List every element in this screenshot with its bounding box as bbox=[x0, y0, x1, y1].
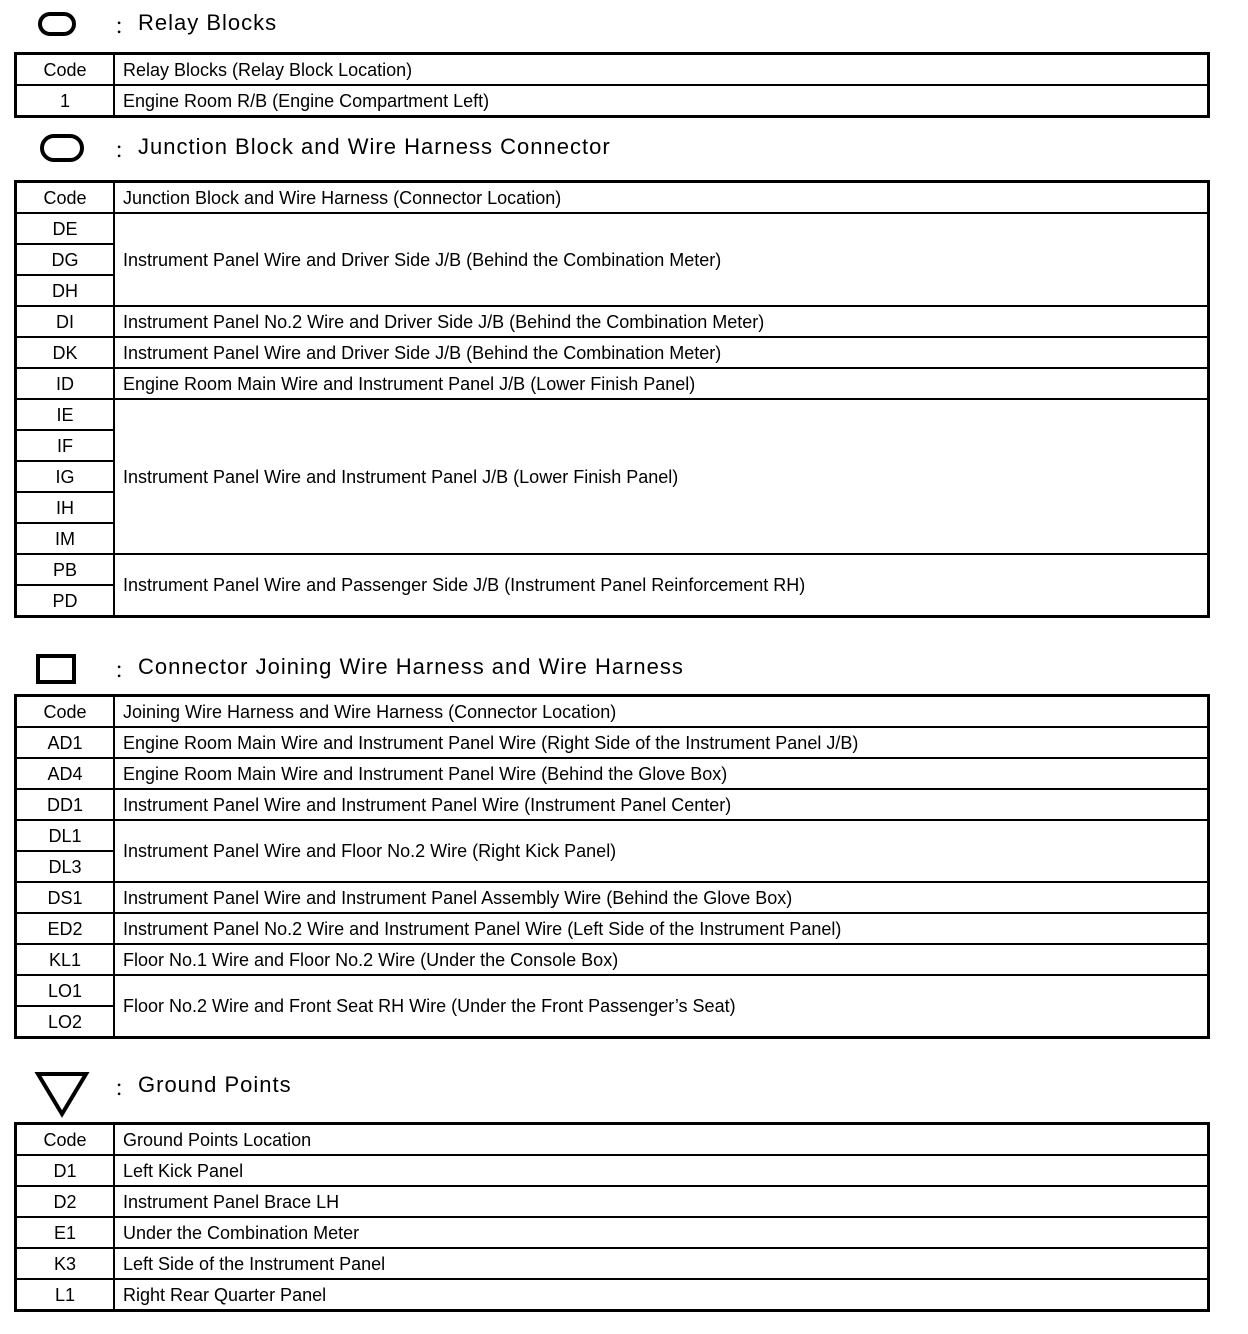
code-cell: AD4 bbox=[16, 758, 115, 789]
code-cell: K3 bbox=[16, 1248, 115, 1279]
table-row bbox=[16, 1217, 1209, 1248]
code-cell: IF bbox=[16, 430, 115, 461]
code-cell: E1 bbox=[16, 1217, 115, 1248]
code-cell: ED2 bbox=[16, 913, 115, 944]
table-row bbox=[16, 1155, 1209, 1186]
code-cell: DL1 bbox=[16, 820, 115, 851]
table-row bbox=[16, 306, 1209, 337]
code-cell: L1 bbox=[16, 1279, 115, 1311]
header-description-cell: Junction Block and Wire Harness (Connector Location) bbox=[114, 182, 1209, 214]
table-row bbox=[16, 913, 1209, 944]
ground-triangle-icon bbox=[34, 1070, 90, 1118]
code-cell: PD bbox=[16, 585, 115, 617]
location-cell: Instrument Panel No.2 Wire and Driver Side J/B (Behind the Combination Meter) bbox=[114, 306, 1209, 337]
code-cell: DL3 bbox=[16, 851, 115, 882]
code-cell: LO1 bbox=[16, 975, 115, 1006]
ground-points-heading bbox=[14, 1066, 1212, 1106]
table-row bbox=[16, 1186, 1209, 1217]
table-row bbox=[16, 368, 1209, 399]
header-code-cell: Code bbox=[16, 696, 115, 728]
code-cell: IE bbox=[16, 399, 115, 430]
code-cell: KL1 bbox=[16, 944, 115, 975]
table-row bbox=[16, 758, 1209, 789]
header-description-cell: Ground Points Location bbox=[114, 1124, 1209, 1156]
code-cell: IG bbox=[16, 461, 115, 492]
junction-block-symbol-icon bbox=[40, 134, 84, 162]
table-header-row bbox=[16, 696, 1209, 728]
junction-block-title: Junction Block and Wire Harness Connector bbox=[138, 134, 611, 159]
table-row bbox=[16, 789, 1209, 820]
table-row bbox=[16, 1279, 1209, 1311]
heading-colon: ： bbox=[114, 14, 137, 39]
junction-block-table bbox=[14, 180, 1210, 618]
table-row bbox=[16, 213, 1209, 244]
code-cell: LO2 bbox=[16, 1006, 115, 1038]
location-cell: Instrument Panel Wire and Floor No.2 Wire (Right Kick Panel) bbox=[114, 820, 1209, 882]
table-row bbox=[16, 727, 1209, 758]
header-description-cell: Joining Wire Harness and Wire Harness (Connector Location) bbox=[114, 696, 1209, 728]
code-cell: DH bbox=[16, 275, 115, 306]
code-cell: PB bbox=[16, 554, 115, 585]
connector-title: Connector Joining Wire Harness and Wire Harness bbox=[138, 654, 684, 679]
table-row bbox=[16, 554, 1209, 585]
heading-colon: ： bbox=[114, 138, 137, 163]
location-cell: Floor No.1 Wire and Floor No.2 Wire (Under the Console Box) bbox=[114, 944, 1209, 975]
header-code-cell: Code bbox=[16, 1124, 115, 1156]
table-row bbox=[16, 882, 1209, 913]
location-cell: Under the Combination Meter bbox=[114, 1217, 1209, 1248]
code-cell: 1 bbox=[16, 85, 115, 117]
header-code-cell: Code bbox=[16, 54, 115, 86]
header-code-cell: Code bbox=[16, 182, 115, 214]
ground-points-table bbox=[14, 1122, 1210, 1312]
relay-blocks-title: Relay Blocks bbox=[138, 10, 278, 35]
table-row bbox=[16, 85, 1209, 117]
connector-heading bbox=[14, 648, 1212, 688]
code-cell: D2 bbox=[16, 1186, 115, 1217]
code-cell: IM bbox=[16, 523, 115, 554]
connector-table bbox=[14, 694, 1210, 1039]
table-header-row bbox=[16, 54, 1209, 86]
location-cell: Left Side of the Instrument Panel bbox=[114, 1248, 1209, 1279]
code-cell: DG bbox=[16, 244, 115, 275]
code-cell: ID bbox=[16, 368, 115, 399]
table-row bbox=[16, 944, 1209, 975]
relay-blocks-heading bbox=[14, 4, 1212, 44]
location-cell: Engine Room Main Wire and Instrument Panel J/B (Lower Finish Panel) bbox=[114, 368, 1209, 399]
location-cell: Instrument Panel Wire and Passenger Side J/B (Instrument Panel Reinforcement RH) bbox=[114, 554, 1209, 617]
location-cell: Instrument Panel Wire and Instrument Panel J/B (Lower Finish Panel) bbox=[114, 399, 1209, 554]
junction-block-heading bbox=[14, 128, 1212, 168]
code-cell: DI bbox=[16, 306, 115, 337]
location-cell: Engine Room Main Wire and Instrument Panel Wire (Right Side of the Instrument Panel J/B) bbox=[114, 727, 1209, 758]
code-cell: DK bbox=[16, 337, 115, 368]
location-cell: Instrument Panel Wire and Instrument Panel Wire (Instrument Panel Center) bbox=[114, 789, 1209, 820]
location-cell: Engine Room Main Wire and Instrument Panel Wire (Behind the Glove Box) bbox=[114, 758, 1209, 789]
heading-colon: ： bbox=[114, 1076, 137, 1101]
relay-block-symbol-icon bbox=[38, 12, 76, 36]
table-row bbox=[16, 337, 1209, 368]
location-cell: Instrument Panel Wire and Driver Side J/B (Behind the Combination Meter) bbox=[114, 337, 1209, 368]
location-cell: Floor No.2 Wire and Front Seat RH Wire (Under the Front Passenger’s Seat) bbox=[114, 975, 1209, 1038]
location-cell: Right Rear Quarter Panel bbox=[114, 1279, 1209, 1311]
relay-blocks-table bbox=[14, 52, 1210, 118]
table-header-row bbox=[16, 182, 1209, 214]
connector-symbol-icon bbox=[36, 654, 76, 684]
code-cell: D1 bbox=[16, 1155, 115, 1186]
code-cell: IH bbox=[16, 492, 115, 523]
table-row bbox=[16, 820, 1209, 851]
code-cell: DE bbox=[16, 213, 115, 244]
heading-colon: ： bbox=[114, 658, 137, 683]
table-row bbox=[16, 1248, 1209, 1279]
location-cell: Left Kick Panel bbox=[114, 1155, 1209, 1186]
location-cell: Instrument Panel Wire and Instrument Panel Assembly Wire (Behind the Glove Box) bbox=[114, 882, 1209, 913]
code-cell: DD1 bbox=[16, 789, 115, 820]
header-description-cell: Relay Blocks (Relay Block Location) bbox=[114, 54, 1209, 86]
table-row bbox=[16, 399, 1209, 430]
location-cell: Instrument Panel Wire and Driver Side J/B (Behind the Combination Meter) bbox=[114, 213, 1209, 306]
table-row bbox=[16, 975, 1209, 1006]
ground-points-title: Ground Points bbox=[138, 1072, 292, 1097]
location-cell: Instrument Panel Brace LH bbox=[114, 1186, 1209, 1217]
code-cell: AD1 bbox=[16, 727, 115, 758]
location-cell: Instrument Panel No.2 Wire and Instrument Panel Wire (Left Side of the Instrument Panel) bbox=[114, 913, 1209, 944]
table-header-row bbox=[16, 1124, 1209, 1156]
code-cell: DS1 bbox=[16, 882, 115, 913]
location-cell: Engine Room R/B (Engine Compartment Left) bbox=[114, 85, 1209, 117]
